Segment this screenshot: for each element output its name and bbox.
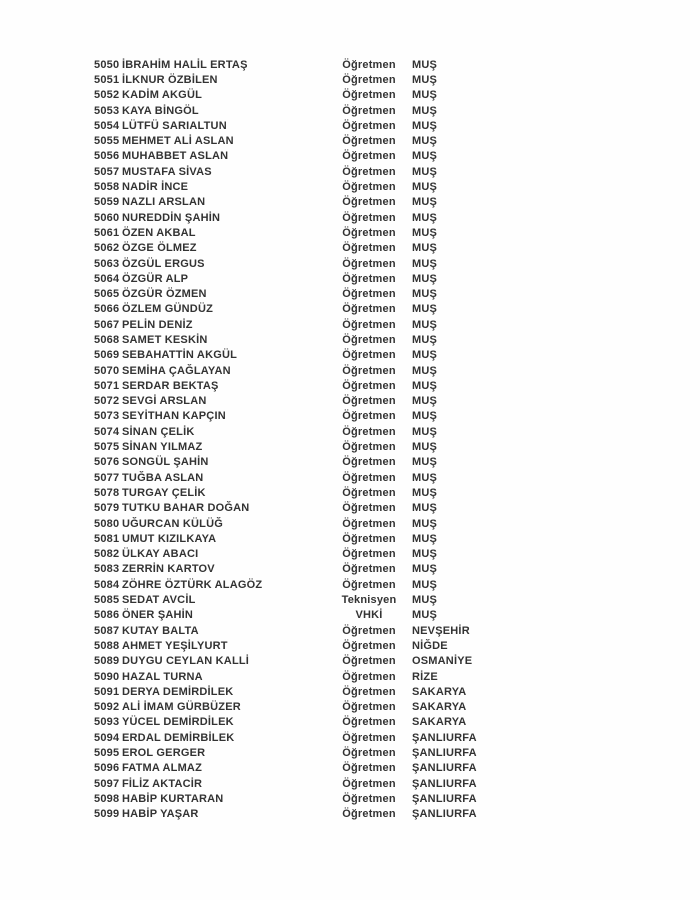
person-name: AHMET YEŞİLYURT bbox=[122, 639, 228, 652]
personnel-list bbox=[94, 57, 654, 822]
person-title: Öğretmen bbox=[342, 563, 396, 576]
person-name: ÖZGÜR ÖZMEN bbox=[122, 288, 207, 301]
row-number: 5059 bbox=[94, 196, 120, 209]
row-number: 5065 bbox=[94, 288, 120, 301]
person-name: DUYGU CEYLAN KALLİ bbox=[122, 655, 250, 668]
list-row bbox=[94, 103, 654, 118]
person-title: Öğretmen bbox=[342, 211, 396, 224]
person-name: YÜCEL DEMİRDİLEK bbox=[122, 716, 234, 729]
person-city: MUŞ bbox=[412, 303, 438, 316]
person-city: MUŞ bbox=[412, 517, 438, 530]
row-number: 5087 bbox=[94, 624, 120, 637]
person-city: NİĞDE bbox=[412, 639, 448, 652]
person-name: MUHABBET ASLAN bbox=[122, 150, 229, 163]
row-number: 5089 bbox=[94, 655, 120, 668]
person-title: Öğretmen bbox=[342, 89, 396, 102]
list-row bbox=[94, 699, 654, 714]
person-title: Öğretmen bbox=[342, 226, 396, 239]
person-title: Öğretmen bbox=[342, 104, 396, 117]
list-row bbox=[94, 378, 654, 393]
list-row bbox=[94, 317, 654, 332]
person-title: Öğretmen bbox=[342, 532, 396, 545]
list-row bbox=[94, 256, 654, 271]
row-number: 5091 bbox=[94, 685, 120, 698]
person-city: MUŞ bbox=[412, 318, 438, 331]
row-number: 5083 bbox=[94, 563, 120, 576]
person-title: Öğretmen bbox=[342, 272, 396, 285]
list-row bbox=[94, 286, 654, 301]
person-name: SEMİHA ÇAĞLAYAN bbox=[122, 364, 231, 377]
person-city: RİZE bbox=[412, 670, 438, 683]
person-city: MUŞ bbox=[412, 165, 438, 178]
person-city: MUŞ bbox=[412, 58, 438, 71]
row-number: 5099 bbox=[94, 808, 120, 821]
person-name: KAYA BİNGÖL bbox=[122, 104, 199, 117]
list-row bbox=[94, 516, 654, 531]
list-row bbox=[94, 715, 654, 730]
list-row bbox=[94, 271, 654, 286]
person-city: MUŞ bbox=[412, 135, 438, 148]
person-city: MUŞ bbox=[412, 196, 438, 209]
row-number: 5051 bbox=[94, 73, 120, 86]
person-name: SAMET KESKİN bbox=[122, 333, 208, 346]
person-city: MUŞ bbox=[412, 349, 438, 362]
list-row bbox=[94, 761, 654, 776]
person-title: Öğretmen bbox=[342, 288, 396, 301]
person-city: MUŞ bbox=[412, 456, 438, 469]
person-name: UMUT KIZILKAYA bbox=[122, 532, 217, 545]
row-number: 5073 bbox=[94, 410, 120, 423]
person-name: ÖNER ŞAHİN bbox=[122, 609, 194, 622]
person-title: Öğretmen bbox=[342, 165, 396, 178]
row-number: 5095 bbox=[94, 747, 120, 759]
row-number: 5090 bbox=[94, 670, 120, 683]
row-number: 5054 bbox=[94, 119, 120, 132]
person-name: MUSTAFA SİVAS bbox=[122, 165, 212, 178]
list-row bbox=[94, 577, 654, 592]
person-name: SEVGİ ARSLAN bbox=[122, 395, 207, 408]
row-number: 5098 bbox=[94, 792, 120, 805]
row-number: 5062 bbox=[94, 242, 120, 255]
person-title: Öğretmen bbox=[342, 578, 396, 591]
list-row bbox=[94, 195, 654, 210]
person-name: TUTKU BAHAR DOĞAN bbox=[122, 502, 250, 515]
person-city: MUŞ bbox=[412, 532, 438, 545]
person-name: UĞURCAN KÜLÜĞ bbox=[122, 517, 223, 530]
list-row bbox=[94, 669, 654, 684]
person-city: MUŞ bbox=[412, 395, 438, 408]
person-name: SİNAN YILMAZ bbox=[122, 441, 203, 454]
person-title: Öğretmen bbox=[342, 486, 396, 499]
person-title: Öğretmen bbox=[342, 517, 396, 530]
person-city: ŞANLIURFA bbox=[412, 808, 477, 821]
person-title: Öğretmen bbox=[342, 58, 396, 71]
list-row bbox=[94, 562, 654, 577]
person-name: İBRAHİM HALİL ERTAŞ bbox=[122, 58, 248, 71]
person-title: Öğretmen bbox=[342, 471, 396, 484]
row-number: 5085 bbox=[94, 594, 120, 607]
person-city: MUŞ bbox=[412, 272, 438, 285]
row-number: 5093 bbox=[94, 716, 120, 729]
list-row bbox=[94, 638, 654, 653]
person-city: MUŞ bbox=[412, 104, 438, 117]
row-number: 5052 bbox=[94, 89, 120, 102]
list-row bbox=[94, 409, 654, 424]
person-title: Öğretmen bbox=[342, 196, 396, 209]
list-row bbox=[94, 149, 654, 164]
person-name: SEDAT AVCİL bbox=[122, 594, 196, 607]
list-row bbox=[94, 592, 654, 607]
person-title: Öğretmen bbox=[342, 73, 396, 86]
person-city: OSMANİYE bbox=[412, 655, 473, 668]
list-row bbox=[94, 363, 654, 378]
row-number: 5072 bbox=[94, 395, 120, 408]
list-row bbox=[94, 455, 654, 470]
list-row bbox=[94, 730, 654, 745]
list-row bbox=[94, 654, 654, 669]
person-city: MUŞ bbox=[412, 594, 438, 607]
person-title: Öğretmen bbox=[342, 181, 396, 194]
person-name: ÖZGE ÖLMEZ bbox=[122, 242, 197, 255]
person-title: Öğretmen bbox=[342, 425, 396, 438]
list-row bbox=[94, 501, 654, 516]
person-title: Öğretmen bbox=[342, 716, 396, 729]
row-number: 5070 bbox=[94, 364, 120, 377]
person-city: MUŞ bbox=[412, 563, 438, 576]
list-row bbox=[94, 241, 654, 256]
person-city: MUŞ bbox=[412, 242, 438, 255]
person-city: MUŞ bbox=[412, 288, 438, 301]
person-name: ÜLKAY ABACI bbox=[122, 548, 199, 561]
person-title: Öğretmen bbox=[342, 150, 396, 163]
person-city: SAKARYA bbox=[412, 685, 467, 698]
row-number: 5057 bbox=[94, 165, 120, 178]
row-number: 5097 bbox=[94, 777, 120, 790]
person-city: MUŞ bbox=[412, 486, 438, 499]
row-number: 5069 bbox=[94, 349, 120, 362]
person-city: ŞANLIURFA bbox=[412, 762, 477, 775]
list-row bbox=[94, 531, 654, 546]
person-name: ZÖHRE ÖZTÜRK ALAGÖZ bbox=[122, 578, 263, 591]
person-name: FATMA ALMAZ bbox=[122, 762, 202, 775]
person-city: MUŞ bbox=[412, 181, 438, 194]
person-title: Öğretmen bbox=[342, 747, 396, 759]
list-row bbox=[94, 470, 654, 485]
row-number: 5084 bbox=[94, 578, 120, 591]
list-row bbox=[94, 118, 654, 133]
person-title: Öğretmen bbox=[342, 792, 396, 805]
list-row bbox=[94, 179, 654, 194]
person-title: Öğretmen bbox=[342, 655, 396, 668]
row-number: 5056 bbox=[94, 150, 120, 163]
row-number: 5050 bbox=[94, 58, 120, 71]
list-row bbox=[94, 57, 654, 72]
person-city: MUŞ bbox=[412, 73, 438, 86]
person-city: MUŞ bbox=[412, 257, 438, 270]
person-title: Öğretmen bbox=[342, 808, 396, 821]
person-city: ŞANLIURFA bbox=[412, 777, 477, 790]
list-row bbox=[94, 439, 654, 454]
row-number: 5079 bbox=[94, 502, 120, 515]
person-city: ŞANLIURFA bbox=[412, 792, 477, 805]
person-name: ÖZGÜL ERGUS bbox=[122, 257, 205, 270]
person-title: Öğretmen bbox=[342, 333, 396, 346]
list-row bbox=[94, 332, 654, 347]
list-row bbox=[94, 225, 654, 240]
person-name: NUREDDİN ŞAHİN bbox=[122, 211, 221, 224]
person-city: MUŞ bbox=[412, 333, 438, 346]
person-title: Öğretmen bbox=[342, 364, 396, 377]
row-number: 5082 bbox=[94, 548, 120, 561]
list-row bbox=[94, 485, 654, 500]
row-number: 5081 bbox=[94, 532, 120, 545]
person-city: SAKARYA bbox=[412, 701, 467, 714]
person-title: Öğretmen bbox=[342, 731, 396, 744]
person-name: DERYA DEMİRDİLEK bbox=[122, 685, 234, 698]
row-number: 5094 bbox=[94, 731, 120, 744]
list-row bbox=[94, 776, 654, 791]
list-row bbox=[94, 791, 654, 806]
person-title: Öğretmen bbox=[342, 639, 396, 652]
person-city: NEVŞEHİR bbox=[412, 624, 470, 637]
list-row bbox=[94, 424, 654, 439]
person-name: SEYİTHAN KAPÇIN bbox=[122, 410, 226, 423]
list-row bbox=[94, 547, 654, 562]
row-number: 5066 bbox=[94, 303, 120, 316]
person-name: SEBAHATTİN AKGÜL bbox=[122, 349, 238, 362]
person-city: MUŞ bbox=[412, 441, 438, 454]
person-city: MUŞ bbox=[412, 364, 438, 377]
person-title: Öğretmen bbox=[342, 395, 396, 408]
person-name: SONGÜL ŞAHİN bbox=[122, 456, 209, 469]
list-row bbox=[94, 72, 654, 87]
person-title: Öğretmen bbox=[342, 456, 396, 469]
row-number: 5071 bbox=[94, 379, 120, 392]
row-number: 5086 bbox=[94, 609, 120, 622]
list-row bbox=[94, 623, 654, 638]
person-title: Öğretmen bbox=[342, 349, 396, 362]
list-row bbox=[94, 210, 654, 225]
person-city: MUŞ bbox=[412, 89, 438, 102]
person-city: MUŞ bbox=[412, 119, 438, 132]
row-number: 5063 bbox=[94, 257, 120, 270]
person-name: KUTAY BALTA bbox=[122, 624, 199, 637]
row-number: 5092 bbox=[94, 701, 120, 714]
person-title: Öğretmen bbox=[342, 318, 396, 331]
list-row bbox=[94, 88, 654, 103]
person-name: HAZAL TURNA bbox=[122, 670, 203, 683]
person-title: Öğretmen bbox=[342, 119, 396, 132]
person-city: MUŞ bbox=[412, 502, 438, 515]
row-number: 5078 bbox=[94, 486, 120, 499]
person-name: PELİN DENİZ bbox=[122, 318, 193, 331]
person-title: Öğretmen bbox=[342, 777, 396, 790]
person-title: Öğretmen bbox=[342, 624, 396, 637]
list-row bbox=[94, 164, 654, 179]
person-name: ÖZEN AKBAL bbox=[122, 226, 196, 239]
row-number: 5080 bbox=[94, 517, 120, 530]
person-name: HABİP YAŞAR bbox=[122, 808, 199, 821]
person-name: SİNAN ÇELİK bbox=[122, 425, 195, 438]
row-number: 5096 bbox=[94, 762, 120, 775]
person-title: Öğretmen bbox=[342, 502, 396, 515]
person-name: ÖZGÜR ALP bbox=[122, 272, 189, 285]
person-city: MUŞ bbox=[412, 226, 438, 239]
person-title: VHKİ bbox=[355, 609, 383, 622]
row-number: 5076 bbox=[94, 456, 120, 469]
list-row bbox=[94, 684, 654, 699]
list-row bbox=[94, 745, 654, 760]
person-name: SERDAR BEKTAŞ bbox=[122, 379, 219, 392]
person-name: İLKNUR ÖZBİLEN bbox=[122, 73, 218, 86]
list-row bbox=[94, 807, 654, 822]
row-number: 5075 bbox=[94, 441, 120, 454]
row-number: 5053 bbox=[94, 104, 120, 117]
person-name: ZERRİN KARTOV bbox=[122, 563, 215, 576]
person-name: MEHMET ALİ ASLAN bbox=[122, 135, 234, 148]
row-number: 5067 bbox=[94, 318, 120, 331]
person-name: EROL GERGER bbox=[122, 747, 206, 759]
person-name: KADİM AKGÜL bbox=[122, 89, 203, 102]
person-name: ALİ İMAM GÜRBÜZER bbox=[122, 701, 241, 714]
row-number: 5055 bbox=[94, 135, 120, 148]
person-title: Öğretmen bbox=[342, 242, 396, 255]
person-city: MUŞ bbox=[412, 211, 438, 224]
person-name: NADİR İNCE bbox=[122, 181, 189, 194]
person-title: Öğretmen bbox=[342, 257, 396, 270]
list-row bbox=[94, 348, 654, 363]
person-city: SAKARYA bbox=[412, 716, 467, 729]
person-title: Öğretmen bbox=[342, 379, 396, 392]
person-title: Öğretmen bbox=[342, 685, 396, 698]
row-number: 5068 bbox=[94, 333, 120, 346]
row-number: 5064 bbox=[94, 272, 120, 285]
person-title: Öğretmen bbox=[342, 441, 396, 454]
person-name: FİLİZ AKTACİR bbox=[122, 777, 203, 790]
person-city: MUŞ bbox=[412, 578, 438, 591]
person-title: Öğretmen bbox=[342, 410, 396, 423]
person-city: MUŞ bbox=[412, 410, 438, 423]
list-row bbox=[94, 394, 654, 409]
person-title: Öğretmen bbox=[342, 303, 396, 316]
person-city: MUŞ bbox=[412, 379, 438, 392]
person-city: ŞANLIURFA bbox=[412, 747, 477, 759]
person-name: ÖZLEM GÜNDÜZ bbox=[122, 303, 214, 316]
person-city: MUŞ bbox=[412, 471, 438, 484]
person-city: MUŞ bbox=[412, 609, 438, 622]
list-row bbox=[94, 608, 654, 623]
person-title: Teknisyen bbox=[341, 594, 397, 607]
person-name: TUĞBA ASLAN bbox=[122, 471, 204, 484]
row-number: 5060 bbox=[94, 211, 120, 224]
person-city: MUŞ bbox=[412, 150, 438, 163]
person-name: TURGAY ÇELİK bbox=[122, 486, 206, 499]
row-number: 5074 bbox=[94, 425, 120, 438]
list-row bbox=[94, 302, 654, 317]
person-title: Öğretmen bbox=[342, 762, 396, 775]
row-number: 5061 bbox=[94, 226, 120, 239]
row-number: 5088 bbox=[94, 639, 120, 652]
person-name: LÜTFÜ SARIALTUN bbox=[122, 119, 227, 132]
person-city: MUŞ bbox=[412, 548, 438, 561]
person-city: MUŞ bbox=[412, 425, 438, 438]
row-number: 5058 bbox=[94, 181, 120, 194]
person-title: Öğretmen bbox=[342, 701, 396, 714]
person-name: ERDAL DEMİRBİLEK bbox=[122, 731, 235, 744]
row-number: 5077 bbox=[94, 471, 120, 484]
person-city: ŞANLIURFA bbox=[412, 731, 477, 744]
person-name: HABİP KURTARAN bbox=[122, 792, 224, 805]
list-row bbox=[94, 133, 654, 148]
person-name: NAZLI ARSLAN bbox=[122, 196, 206, 209]
person-title: Öğretmen bbox=[342, 135, 396, 148]
person-title: Öğretmen bbox=[342, 670, 396, 683]
person-title: Öğretmen bbox=[342, 548, 396, 561]
